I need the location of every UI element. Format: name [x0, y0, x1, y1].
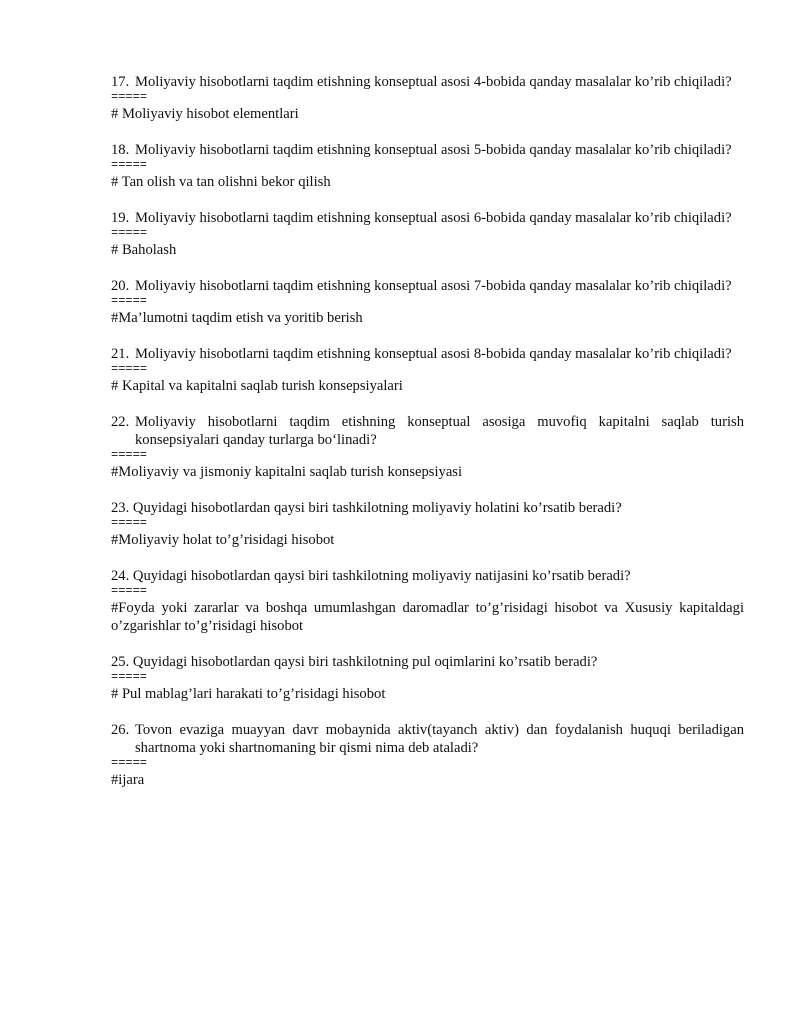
question-number: 21.	[111, 346, 130, 362]
qa-item-23	[111, 499, 744, 549]
separator: =====	[111, 670, 148, 684]
question-number: 26.	[111, 722, 130, 738]
question-text: Quyidagi hisobotlardan qaysi biri tashkilotning moliyaviy natijasini ko’rsatib beradi?	[132, 568, 631, 584]
answer-text: # Kapital va kapitalni saqlab turish konsepsiyalari	[111, 378, 403, 394]
qa-item-24	[111, 567, 744, 635]
answer-text: # Moliyaviy hisobot elementlari	[111, 106, 299, 122]
separator: =====	[111, 362, 148, 376]
question-text: Moliyaviy hisobotlarni taqdim etishning konseptual asosi 5-bobida qanday masalalar ko’rib chiqiladi?	[135, 142, 732, 158]
question	[111, 721, 744, 757]
answer-text: # Baholash	[111, 242, 177, 258]
separator: =====	[111, 516, 148, 530]
question-number: 20.	[111, 278, 130, 294]
separator: =====	[111, 226, 148, 240]
question	[111, 73, 744, 91]
question-number: 18.	[111, 142, 130, 158]
answer-text: #Foyda yoki zararlar va boshqa umumlashgan daromadlar to’g’risidagi hisobot va Xususiy kapitaldagi o’zgarishlar to’g’risidagi hisobot	[111, 600, 744, 634]
separator: =====	[111, 584, 148, 598]
answer-text: # Pul mablag’lari harakati to’g’risidagi hisobot	[111, 686, 386, 702]
answer-text: # Tan olish va tan olishni bekor qilish	[111, 174, 331, 190]
answer-text: #Moliyaviy va jismoniy kapitalni saqlab turish konsepsiyasi	[111, 464, 463, 480]
document-page	[111, 73, 744, 807]
question-text: Moliyaviy hisobotlarni taqdim etishning konseptual asosiga muvofiq kapitalni saqlab turish konsepsiyalari qanday turlarga bo‘linadi?	[135, 414, 744, 448]
question	[111, 345, 744, 363]
separator: =====	[111, 448, 148, 462]
answer-text: #ijara	[111, 772, 145, 788]
question-text: Quyidagi hisobotlardan qaysi biri tashkilotning pul oqimlarini ko’rsatib beradi?	[132, 654, 598, 670]
question	[111, 413, 744, 449]
question-text: Tovon evaziga muayyan davr mobaynida aktiv(tayanch aktiv) dan foydalanish huquqi beriladigan shartnoma yoki shartnomaning bir qismi nima deb ataladi?	[135, 722, 744, 756]
question-number: 23.	[111, 500, 130, 516]
answer-text: #Moliyaviy holat to’g’risidagi hisobot	[111, 532, 335, 548]
separator: =====	[111, 90, 148, 104]
question-number: 19.	[111, 210, 130, 226]
question-number: 17.	[111, 74, 130, 90]
question-text: Moliyaviy hisobotlarni taqdim etishning konseptual asosi 8-bobida qanday masalalar ko’rib chiqiladi?	[135, 346, 732, 362]
question-number: 25.	[111, 654, 130, 670]
qa-item-22	[111, 413, 744, 481]
qa-item-21	[111, 345, 744, 395]
answer-text: #Ma’lumotni taqdim etish va yoritib berish	[111, 310, 363, 326]
separator: =====	[111, 756, 148, 770]
question-text: Quyidagi hisobotlardan qaysi biri tashkilotning moliyaviy holatini ko’rsatib beradi?	[132, 500, 622, 516]
separator: =====	[111, 294, 148, 308]
question	[111, 209, 744, 227]
qa-item-19	[111, 209, 744, 259]
qa-item-17	[111, 73, 744, 123]
qa-item-20	[111, 277, 744, 327]
qa-item-26	[111, 721, 744, 789]
qa-item-25	[111, 653, 744, 703]
question-number: 24.	[111, 568, 130, 584]
separator: =====	[111, 158, 148, 172]
question	[111, 499, 744, 517]
question	[111, 653, 744, 671]
qa-item-18	[111, 141, 744, 191]
question	[111, 567, 744, 585]
question-number: 22.	[111, 414, 130, 430]
question	[111, 277, 744, 295]
question-text: Moliyaviy hisobotlarni taqdim etishning konseptual asosi 7-bobida qanday masalalar ko’rib chiqiladi?	[135, 278, 732, 294]
question-text: Moliyaviy hisobotlarni taqdim etishning konseptual asosi 6-bobida qanday masalalar ko’rib chiqiladi?	[135, 210, 732, 226]
question	[111, 141, 744, 159]
question-text: Moliyaviy hisobotlarni taqdim etishning konseptual asosi 4-bobida qanday masalalar ko’rib chiqiladi?	[135, 74, 732, 90]
